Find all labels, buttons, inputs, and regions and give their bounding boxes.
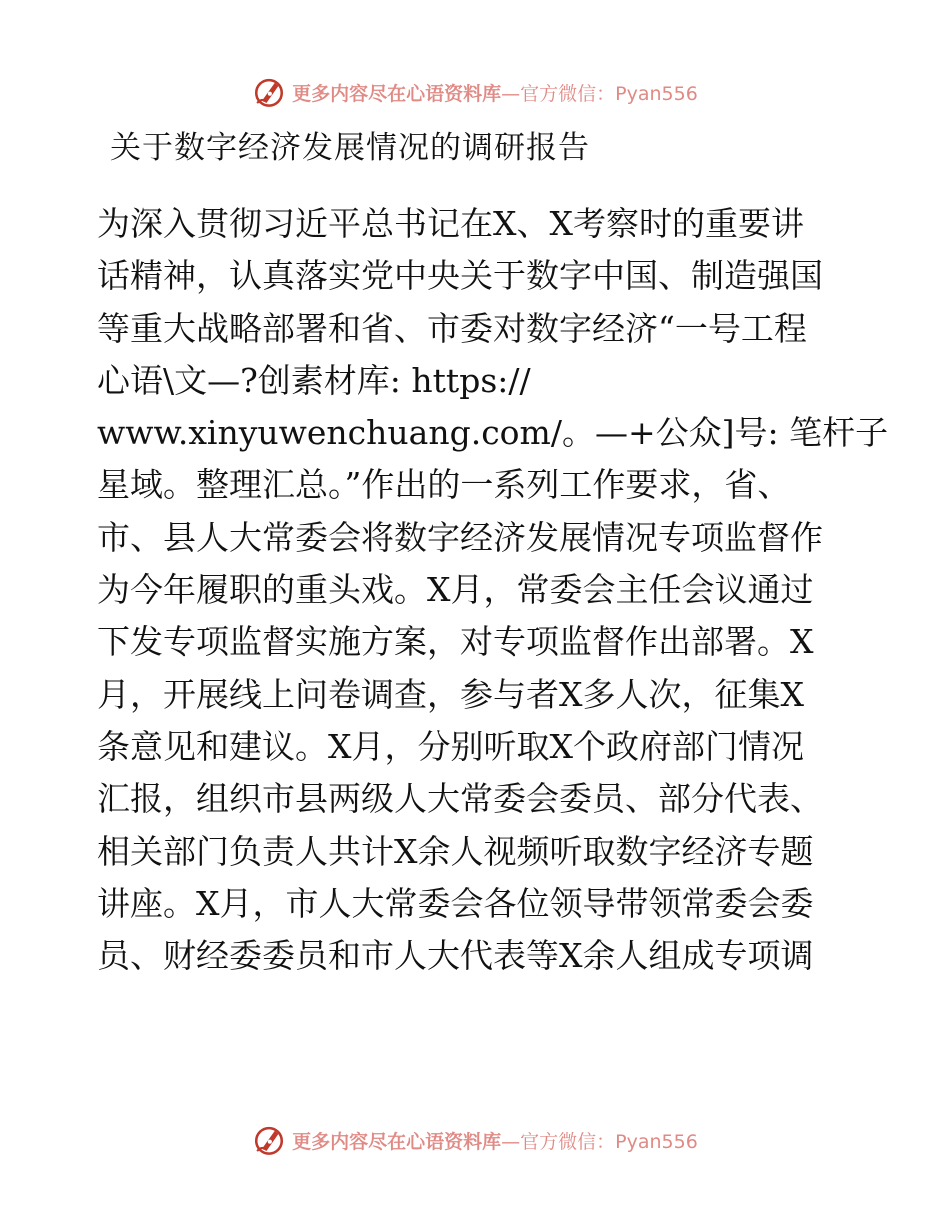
footer-banner-wechat: 官方微信：Pyan556 — [520, 1130, 698, 1153]
footer-banner-lead: 更多内容尽在心语资料库 — [292, 1130, 502, 1153]
header-banner-wechat: 官方微信：Pyan556 — [520, 82, 698, 105]
body-line: 月，开展线上问卷调查，参与者X多人次，征集X — [97, 674, 804, 714]
footer-banner — [0, 1120, 950, 1160]
header-banner-dash: — — [501, 82, 521, 105]
pen-nib-logo-icon — [252, 1123, 286, 1157]
pen-nib-logo-icon — [252, 75, 286, 109]
body-line: 心语\文—?创素材库: https:// — [97, 360, 531, 400]
document-body — [97, 198, 889, 982]
body-line: 条意见和建议。X月，分别听取X个政府部门情况 — [97, 726, 804, 766]
body-line: 相关部门负责人共计X余人视频听取数字经济专题 — [97, 831, 814, 871]
body-line: 等重大战略部署和省、市委对数字经济“一号工程 — [97, 308, 807, 348]
body-line: 汇报，组织市县两级人大常委会委员、部分代表、 — [97, 779, 823, 819]
footer-banner-text — [292, 1127, 698, 1154]
body-line: 市、县人大常委会将数字经济发展情况专项监督作 — [97, 517, 823, 557]
header-banner-text — [292, 79, 698, 106]
body-line: 为今年履职的重头戏。X月，常委会主任会议通过 — [97, 570, 814, 610]
body-line: 星域。整理汇总。”作出的一系列工作要求，省、 — [97, 465, 791, 505]
body-line: 话精神，认真落实党中央关于数字中国、制造强国 — [97, 256, 823, 296]
body-line: 讲座。X月，市人大常委会各位领导带领常委会委 — [97, 883, 814, 923]
body-line: 下发专项监督实施方案，对专项监督作出部署。X — [97, 622, 814, 662]
header-banner — [0, 72, 950, 112]
header-banner-content — [252, 75, 698, 109]
footer-banner-dash: — — [501, 1130, 521, 1153]
body-line: 为深入贯彻习近平总书记在X、X考察时的重要讲 — [97, 204, 804, 243]
body-line: 员、财经委委员和市人大代表等X余人组成专项调 — [97, 936, 814, 976]
header-banner-lead: 更多内容尽在心语资料库 — [292, 82, 502, 105]
body-line: www.xinyuwenchuang.com/。—+公众]号: 笔杆子 — [97, 413, 889, 453]
document-title: 关于数字经济发展情况的调研报告 — [110, 130, 590, 166]
footer-banner-content — [252, 1123, 698, 1157]
